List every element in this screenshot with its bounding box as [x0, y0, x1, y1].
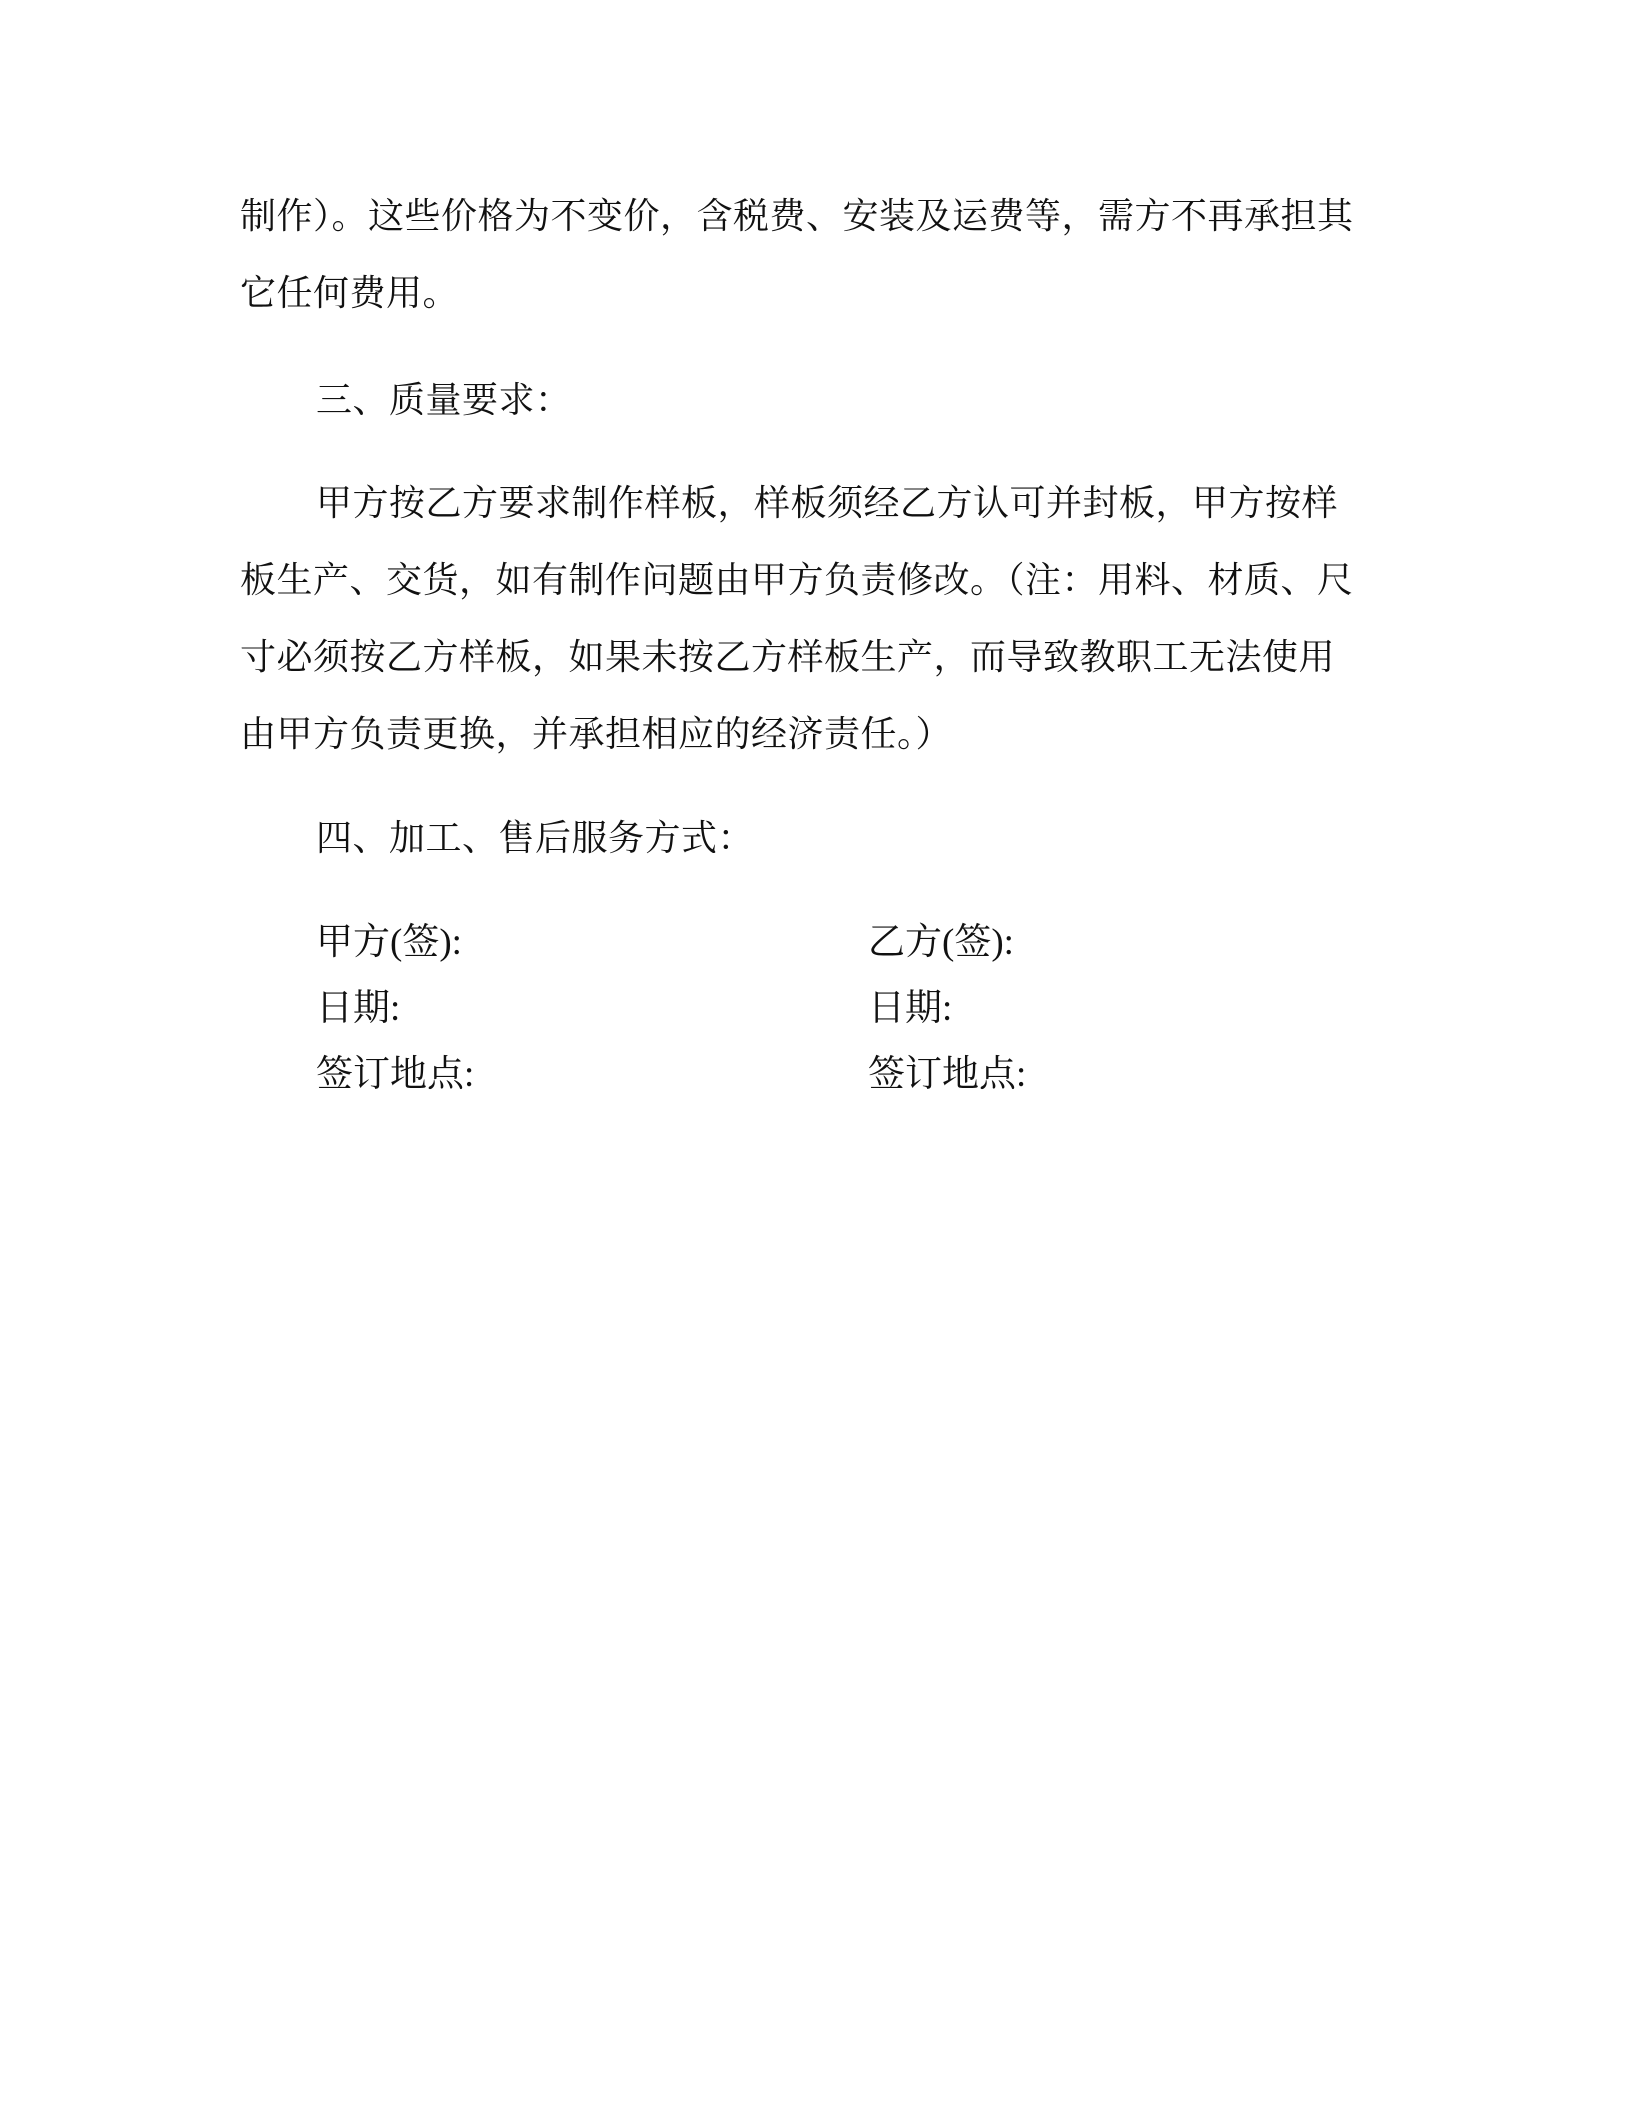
party-a-date-label: 日期: — [316, 988, 401, 1029]
party-b-signature-block — [868, 910, 1348, 1108]
price-clause-continuation: 制作）。这些价格为不变价，含税费、安装及运费等，需方不再承担其它任何费用。 — [240, 196, 1354, 314]
party-b-date-label: 日期: — [868, 988, 953, 1029]
party-b-place-label: 签订地点: — [868, 1054, 1027, 1095]
section-heading-quality: 三、质量要求： — [316, 380, 572, 421]
party-b-sign-label: 乙方(签): — [868, 922, 1014, 963]
party-a-signature-block — [316, 910, 796, 1108]
quality-requirements-paragraph: 甲方按乙方要求制作样板，样板须经乙方认可并封板，甲方按样板生产、交货，如有制作问题由甲方负责修改。（注：用料、材质、尺寸必须按乙方样板，如果未按乙方样板生产，而导致教职工无法使用由甲方负责更换，并承担相应的经济责任。） — [240, 483, 1354, 755]
section-heading-service: 四、加工、售后服务方式： — [316, 818, 755, 859]
party-a-sign-label: 甲方(签): — [316, 922, 462, 963]
party-a-place-label: 签订地点: — [316, 1054, 475, 1095]
